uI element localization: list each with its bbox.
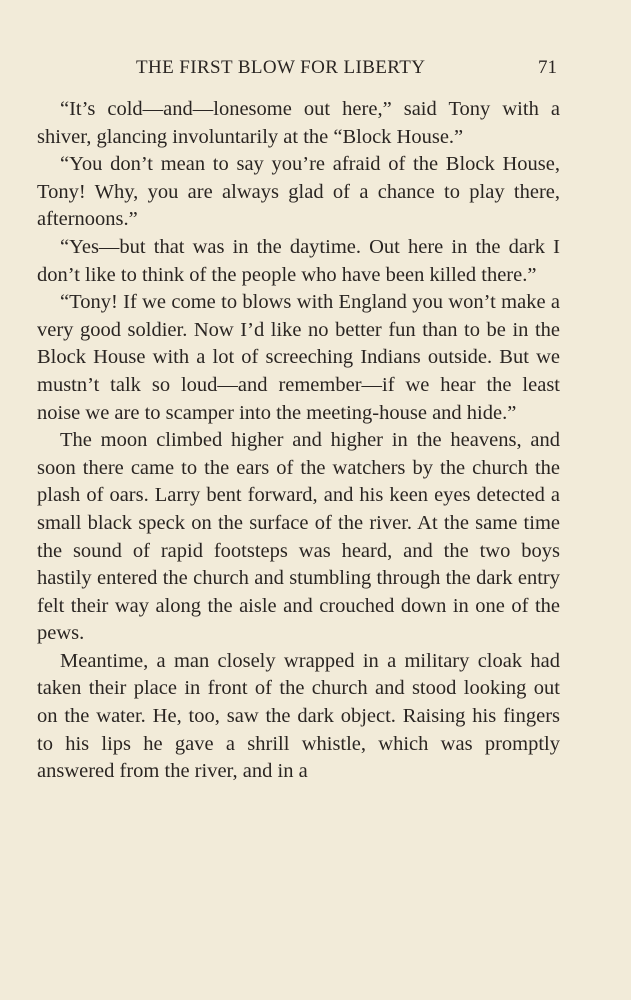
paragraph: “Yes—but that was in the daytime. Out here in the dark I don’t like to think of the people who have been killed there.” [37,235,560,286]
paragraph: “Tony! If we come to blows with England you won’t make a very good soldier. Now I’d like no better fun than to be in the Block House with a lot of screeching Indians outside. But we mustn’t talk so loud—and remember—if we hear the least noise we are to scamper into the meeting-house and hide.” [37,291,560,424]
paragraph: “You don’t mean to say you’re afraid of the Block House, Tony! Why, you are always glad of a chance to play there, afternoons.” [37,153,560,231]
running-title: THE FIRST BLOW FOR LIBERTY [136,57,426,78]
paragraph: Meantime, a man closely wrapped in a military cloak had taken their place in front of the church and stood looking out on the water. He, too, saw the dark object. Raising his fingers to his lips he gave a shrill whistle, which was promptly answered from the river, and in a [37,649,560,783]
body-text [37,96,560,786]
page-number: 71 [538,57,557,78]
paragraph: “It’s cold—and—lonesome out here,” said Tony with a shiver, glancing involuntarily at the “Block House.” [37,98,560,148]
paragraph: The moon climbed higher and higher in the heavens, and soon there came to the ears of the watchers by the church the plash of oars. Larry bent forward, and his keen eyes detected a small black speck on the surface of the river. At the same time the sound of rapid footsteps was heard, and the two boys hastily entered the church and stumbling through the dark entry felt their way along the aisle and crouched down in one of the pews. [37,429,560,645]
running-head [0,57,631,83]
